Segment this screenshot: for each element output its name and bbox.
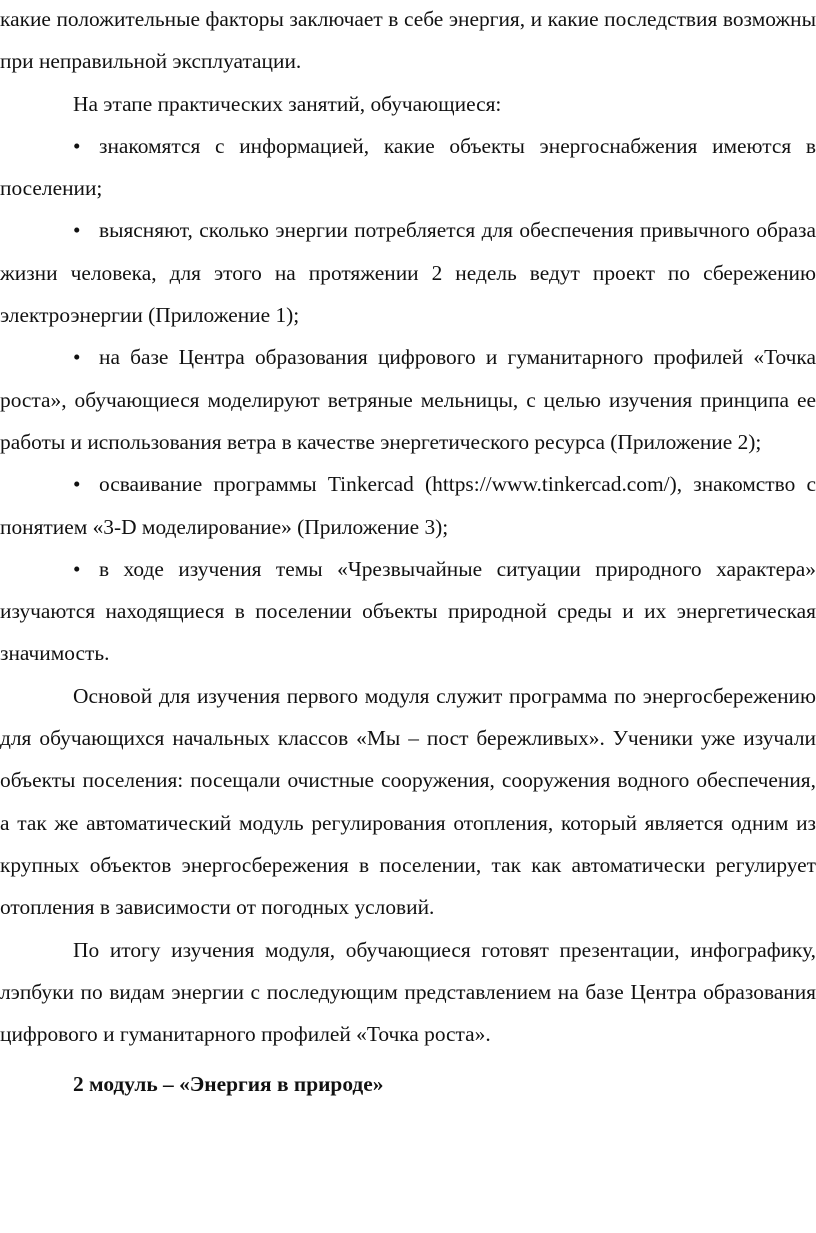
paragraph-continuation: какие положительные факторы заключает в себе энергия, и какие последствия возможны при неправильной эксплуатации. [0, 7, 816, 74]
bullet-icon: • [73, 133, 81, 158]
bullet-icon: • [73, 556, 81, 581]
bullet-icon: • [73, 345, 81, 370]
paragraph-module-basis: Основой для изучения первого модуля служит программа по энергосбережению для обучающихся начальных классов «Мы – пост бережливых». Ученики уже изучали объекты поселения: посещали очистные сооружения, сооружения водного обеспечения, а так же автоматический модуль регулирования отопления, который является одним из крупных объектов энергосбережения в поселении, так как автоматически регулирует отопления в зависимости от погодных условий. [0, 683, 816, 920]
bullet-icon: • [73, 218, 81, 243]
paragraph-module-results: По итогу изучения модуля, обучающиеся готовят презентации, инфографику, лэпбуки по видам энергии с последующим представлением на базе Центра образования цифрового и гуманитарного профилей «Точка роста». [0, 937, 816, 1047]
list-item [0, 125, 816, 210]
bullet-icon: • [73, 472, 81, 497]
section-heading: 2 модуль – «Энергия в природе» [73, 1072, 384, 1097]
list-item-text: на базе Центра образования цифрового и гуманитарного профилей «Точка роста», обучающиеся моделируют ветряные мельницы, с целью изучения принципа ее работы и использования ветра в качестве энергетического ресурса (Приложение 2); [0, 345, 816, 454]
list-item-text: выясняют, сколько энергии потребляется для обеспечения привычного образа жизни человека, для этого на протяжении 2 недель ведут проект по сбережению электроэнергии (Приложение 1); [0, 218, 816, 328]
list-item-text: в ходе изучения темы «Чрезвычайные ситуации природного характера» изучаются находящиеся в поселении объекты природной среды и их энергетическая значимость. [0, 556, 816, 666]
list-item [0, 209, 816, 336]
paragraph-practical-intro: На этапе практических занятий, обучающиеся: [73, 91, 502, 116]
list-item [0, 548, 816, 675]
list-item [0, 463, 816, 548]
list-item [0, 336, 816, 463]
list-item-text: осваивание программы Tinkercad (https://www.tinkercad.com/), знакомство с понятием «3-D моделирование» (Приложение 3); [0, 472, 816, 539]
list-item-text: знакомятся с информацией, какие объекты энергоснабжения имеются в поселении; [0, 133, 816, 201]
